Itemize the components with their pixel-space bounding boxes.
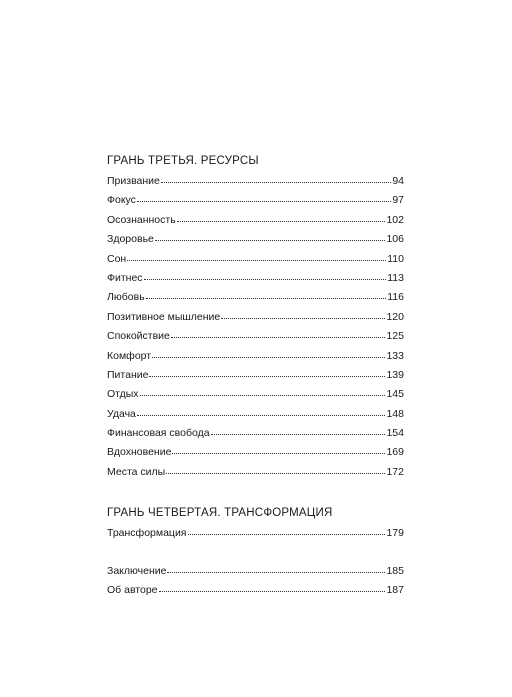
toc-entry[interactable] bbox=[107, 174, 404, 193]
toc-entry-title: Позитивное мышление bbox=[107, 310, 221, 323]
dot-leader bbox=[149, 368, 385, 378]
toc-entry[interactable] bbox=[107, 407, 404, 426]
section-title-resources: ГРАНЬ ТРЕТЬЯ. РЕСУРСЫ bbox=[107, 155, 259, 167]
dot-leader bbox=[221, 310, 385, 320]
dot-leader bbox=[140, 387, 386, 397]
toc-entry[interactable] bbox=[107, 368, 404, 387]
toc-entry-page: 169 bbox=[386, 446, 404, 459]
toc-entry[interactable] bbox=[107, 290, 404, 309]
toc-section-resources bbox=[107, 154, 404, 484]
toc-entry-title: Осознанность bbox=[107, 213, 176, 226]
toc-entry-page: 120 bbox=[386, 310, 404, 323]
toc-section-transformation bbox=[107, 506, 404, 545]
dot-leader bbox=[146, 290, 387, 300]
toc-entry-page: 106 bbox=[386, 233, 404, 246]
toc-entry-title: Комфорт bbox=[107, 349, 152, 362]
toc-entry-title: Места силы bbox=[107, 465, 166, 478]
toc-entry-title: Здоровье bbox=[107, 233, 154, 246]
dot-leader bbox=[188, 526, 386, 536]
dot-leader bbox=[159, 583, 386, 593]
toc-entry-title: Вдохновение bbox=[107, 446, 172, 459]
dot-leader bbox=[172, 445, 385, 455]
toc-entry-title: Любовь bbox=[107, 291, 145, 304]
toc-entry-page: 133 bbox=[386, 349, 404, 362]
toc-entry-title: Призвание bbox=[107, 175, 160, 187]
toc-entry[interactable] bbox=[107, 445, 404, 464]
toc-entry-title: Питание bbox=[107, 368, 149, 381]
toc-entry-page: 110 bbox=[387, 252, 404, 265]
dot-leader bbox=[127, 252, 386, 262]
section-title-transformation: ГРАНЬ ЧЕТВЕРТАЯ. ТРАНСФОРМАЦИЯ bbox=[107, 507, 333, 519]
toc-entry-title: Сон bbox=[107, 252, 127, 265]
toc-entry-page: 148 bbox=[386, 407, 404, 420]
toc-entry[interactable] bbox=[107, 310, 404, 329]
toc-entry[interactable] bbox=[107, 213, 404, 232]
dot-leader bbox=[166, 465, 385, 475]
toc-entry-page: 185 bbox=[386, 565, 404, 577]
dot-leader bbox=[171, 329, 386, 339]
toc-entry-title: Отдых bbox=[107, 388, 139, 401]
toc-entry-page: 97 bbox=[392, 194, 404, 207]
toc-entry[interactable] bbox=[107, 252, 404, 271]
toc-entry[interactable] bbox=[107, 271, 404, 290]
dot-leader bbox=[137, 193, 391, 203]
toc-entry-page: 116 bbox=[387, 291, 404, 304]
dot-leader bbox=[155, 232, 386, 242]
toc-entry-page: 125 bbox=[386, 330, 404, 343]
toc-entry-title: Фитнес bbox=[107, 271, 143, 284]
dot-leader bbox=[177, 213, 386, 223]
toc-entry-title: Спокойствие bbox=[107, 330, 170, 343]
toc-entry-page: 145 bbox=[386, 388, 404, 401]
toc-entry[interactable] bbox=[107, 329, 404, 348]
toc-entry[interactable] bbox=[107, 465, 404, 484]
toc-entry-title: Заключение bbox=[107, 565, 167, 577]
toc-entry[interactable] bbox=[107, 193, 404, 212]
toc-entry-title: Удача bbox=[107, 407, 136, 420]
dot-leader bbox=[137, 407, 386, 417]
dot-leader bbox=[211, 426, 386, 436]
toc-entry-page: 179 bbox=[386, 527, 404, 539]
toc-entry-page: 139 bbox=[386, 368, 404, 381]
toc-entry[interactable] bbox=[107, 564, 404, 583]
toc-entry[interactable] bbox=[107, 387, 404, 406]
dot-leader bbox=[167, 564, 385, 574]
dot-leader bbox=[152, 349, 385, 359]
toc-entry-page: 187 bbox=[386, 584, 404, 597]
toc-entry[interactable] bbox=[107, 426, 404, 445]
toc-entry[interactable] bbox=[107, 583, 404, 602]
toc-entry[interactable] bbox=[107, 349, 404, 368]
dot-leader bbox=[144, 271, 387, 281]
toc-entry-title: Трансформация bbox=[107, 527, 187, 539]
dot-leader bbox=[161, 174, 391, 184]
toc-entry-page: 172 bbox=[386, 465, 404, 478]
toc-entry-title: Фокус bbox=[107, 194, 136, 207]
toc-entry-title: Финансовая свобода bbox=[107, 427, 210, 440]
toc-entry[interactable] bbox=[107, 526, 404, 545]
toc-list-resources bbox=[107, 174, 404, 484]
toc-entry-page: 102 bbox=[386, 213, 404, 226]
toc-list-closing bbox=[107, 564, 404, 603]
toc-entry-page: 154 bbox=[386, 427, 404, 440]
toc-entry-title: Об авторе bbox=[107, 584, 158, 597]
toc-section-closing bbox=[107, 564, 404, 603]
toc-entry[interactable] bbox=[107, 232, 404, 251]
toc-entry-page: 113 bbox=[387, 271, 404, 284]
toc-entry-page: 94 bbox=[392, 175, 404, 187]
toc-list-transformation bbox=[107, 526, 404, 545]
